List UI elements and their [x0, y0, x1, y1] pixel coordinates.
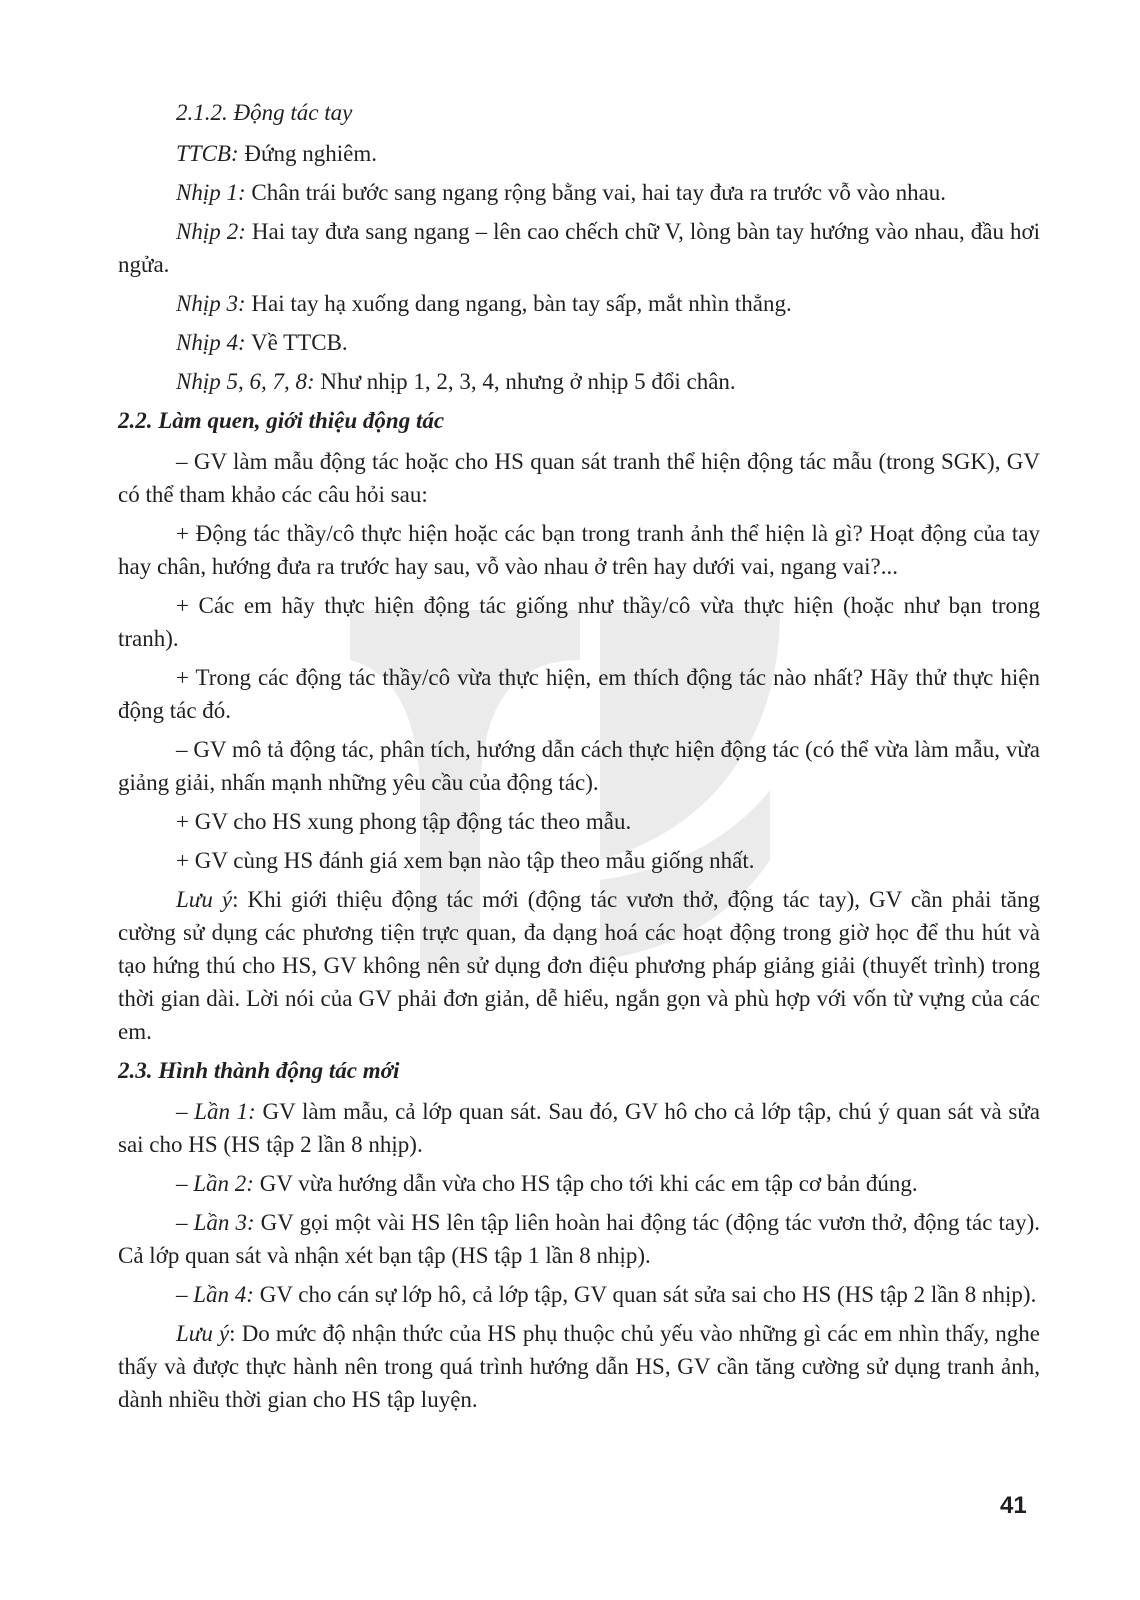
note-paragraph [118, 883, 1040, 1048]
note-label: Lưu ý [176, 1321, 230, 1346]
step-label: – Lần 1: [176, 1099, 256, 1124]
section-heading-2-2: 2.2. Làm quen, giới thiệu động tác [118, 408, 445, 433]
beat-text: Chân trái bước sang ngang rộng bằng vai, hai tay đưa ra trước vỗ vào nhau. [245, 180, 947, 205]
page-number: 41 [1000, 1492, 1027, 1519]
paragraph: + Các em hãy thực hiện động tác giống như thầy/cô vừa thực hiện (hoặc như bạn trong tranh). [118, 593, 1040, 651]
beat-text: Hai tay đưa sang ngang – lên cao chếch chữ V, lòng bàn tay hướng vào nhau, đầu hơi ngửa. [118, 219, 1041, 277]
beat-label: Nhịp 5, 6, 7, 8: [176, 369, 315, 394]
step-item [118, 1278, 1040, 1311]
step-text: GV cho cán sự lớp hô, cả lớp tập, GV quan sát sửa sai cho HS (HS tập 2 lần 8 nhịp). [253, 1282, 1037, 1307]
beat-label: Nhịp 3: [176, 291, 246, 316]
paragraph: + GV cùng HS đánh giá xem bạn nào tập theo mẫu giống nhất. [176, 848, 755, 873]
step-label: – Lần 3: [176, 1210, 255, 1235]
beat-text: Như nhịp 1, 2, 3, 4, nhưng ở nhịp 5 đổi chân. [314, 369, 736, 394]
note-text: : Do mức độ nhận thức của HS phụ thuộc chủ yếu vào những gì các em nhìn thấy, nghe thấy và được thực hành nên trong quá trình hướng dẫn HS, GV cần tăng cường sử dụng tranh ảnh, dành nhiều thời gian cho HS tập luyện. [118, 1321, 1040, 1412]
step-item [118, 1206, 1040, 1272]
note-label: Lưu ý [176, 887, 233, 912]
beat-item [118, 215, 1040, 281]
beat-item [118, 287, 1040, 320]
ttcb-text: Đứng nghiêm. [238, 141, 377, 166]
paragraph: + Trong các động tác thầy/cô vừa thực hiện, em thích động tác nào nhất? Hãy thử thực hiện động tác đó. [118, 665, 1040, 723]
step-label: – Lần 2: [176, 1171, 254, 1196]
step-text: GV gọi một vài HS lên tập liên hoàn hai động tác (động tác vươn thở, động tác tay). Cả lớp quan sát và nhận xét bạn tập (HS tập 1 lần 8 nhịp). [118, 1210, 1040, 1268]
step-text: GV làm mẫu, cả lớp quan sát. Sau đó, GV hô cho cả lớp tập, chú ý quan sát và sửa sai cho HS (HS tập 2 lần 8 nhịp). [118, 1099, 1041, 1157]
subheading-2-1-2: 2.1.2. Động tác tay [176, 100, 353, 125]
ttcb-label: TTCB: [176, 141, 239, 166]
beat-text: Hai tay hạ xuống dang ngang, bàn tay sấp, mắt nhìn thẳng. [245, 291, 792, 316]
ttcb-line [118, 137, 1040, 170]
beat-item [118, 326, 1040, 359]
beat-item [118, 365, 1040, 398]
step-item [118, 1095, 1040, 1161]
beat-item [118, 176, 1040, 209]
beat-label: Nhịp 4: [176, 330, 246, 355]
note-text: : Khi giới thiệu động tác mới (động tác vươn thở, động tác tay), GV cần phải tăng cường sử dụng các phương tiện trực quan, đa dạng hoá các hoạt động trong giờ học để thu hút và tạo hứng thú cho HS, GV không nên sử dụng đơn điệu phương pháp giảng giải (thuyết trình) trong thời gian dài. Lời nói của GV phải đơn giản, dễ hiểu, ngắn gọn và phù hợp với vốn từ vựng của các em. [118, 887, 1041, 1044]
step-text: GV vừa hướng dẫn vừa cho HS tập cho tới khi các em tập cơ bản đúng. [253, 1171, 918, 1196]
note-paragraph [118, 1317, 1040, 1416]
beat-label: Nhịp 1: [176, 180, 246, 205]
paragraph: – GV làm mẫu động tác hoặc cho HS quan sát tranh thể hiện động tác mẫu (trong SGK), GV có thể tham khảo các câu hỏi sau: [118, 449, 1040, 507]
paragraph: + GV cho HS xung phong tập động tác theo mẫu. [176, 809, 632, 834]
beat-text: Về TTCB. [245, 330, 348, 355]
section-heading-2-3: 2.3. Hình thành động tác mới [118, 1058, 400, 1083]
document-body [118, 96, 1040, 1422]
paragraph: + Động tác thầy/cô thực hiện hoặc các bạn trong tranh ảnh thể hiện là gì? Hoạt động của tay hay chân, hướng đưa ra trước hay sau, vỗ vào nhau ở trên hay dưới vai, ngang vai?... [118, 521, 1040, 579]
beat-label: Nhịp 2: [176, 219, 246, 244]
paragraph: – GV mô tả động tác, phân tích, hướng dẫn cách thực hiện động tác (có thể vừa làm mẫu, vừa giảng giải, nhấn mạnh những yêu cầu của động tác). [118, 737, 1040, 795]
step-item [118, 1167, 1040, 1200]
step-label: – Lần 4: [176, 1282, 254, 1307]
